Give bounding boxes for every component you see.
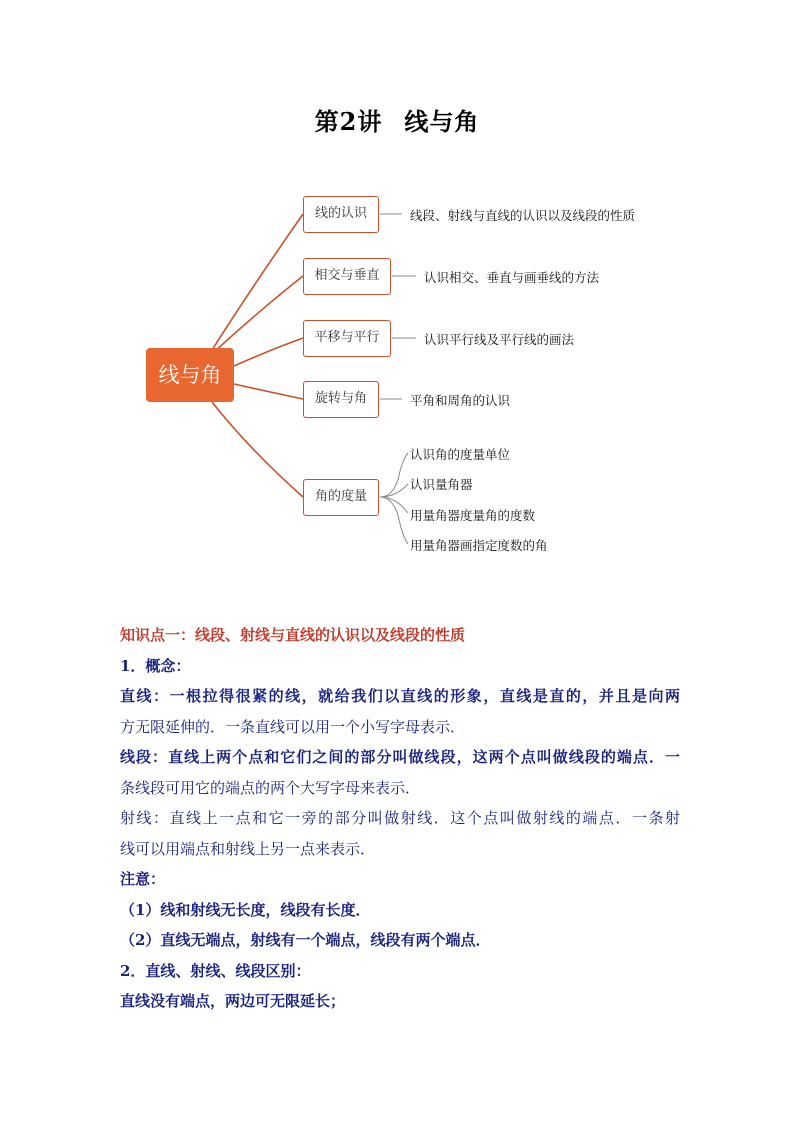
lecture-topic: 线与角 — [404, 107, 480, 136]
mindmap-root: 线与角 — [146, 348, 234, 402]
branch-intersect-perpendicular: 相交与垂直 — [303, 258, 391, 295]
note-label: 注意： — [120, 870, 166, 888]
note-2: （2）直线无端点，射线有一个端点，线段有两个端点． — [120, 931, 491, 949]
connector-root-b2 — [214, 276, 303, 352]
ray-definition-2: 线可以用端点和射线上另一点来表示． — [120, 839, 376, 858]
leaf-line-b5-2 — [380, 484, 408, 497]
concept-label: 1．概念： — [120, 656, 191, 675]
leaf-b1-1: 线段、射线与直线的认识以及线段的性质 — [410, 208, 636, 223]
connector-root-b1 — [212, 214, 303, 350]
leaf-line-b5-3 — [380, 497, 408, 513]
branch-line-recognition: 线的认识 — [303, 196, 379, 233]
line-definition-1: 直线：一根拉得很紧的线，就给我们以直线的形象，直线是直的，并且是向两 — [120, 687, 680, 705]
leaf-line-b5-1 — [380, 453, 408, 497]
branch-translation-parallel: 平移与平行 — [303, 320, 391, 357]
leaf-line-b5-4 — [380, 497, 408, 544]
ray-definition-1: 射线：直线上一点和它一旁的部分叫做射线．这个点叫做射线的端点．一条射 — [120, 809, 680, 827]
leaf-b2-1: 认识相交、垂直与画垂线的方法 — [424, 270, 600, 285]
segment-definition-2: 条线段可用它的端点的两个大写字母来表示． — [120, 778, 421, 797]
branch-angle-measure: 角的度量 — [303, 479, 379, 516]
line-definition-2: 方无限延伸的．一条直线可以用一个小写字母表示． — [120, 717, 466, 736]
leaf-b3-1: 认识平行线及平行线的画法 — [424, 332, 575, 347]
connector-root-b4 — [234, 384, 303, 399]
connector-root-b5 — [212, 402, 303, 497]
lecture-number: 第2讲 — [314, 107, 383, 136]
leaf-b5-1: 认识角的度量单位 — [410, 447, 511, 462]
leaf-b4-1: 平角和周角的认识 — [410, 393, 511, 408]
knowledge-heading: 知识点一：线段、射线与直线的认识以及线段的性质 — [120, 626, 466, 644]
branch-rotation-angle: 旋转与角 — [303, 381, 379, 418]
difference-1: 直线没有端点，两边可无限延长； — [120, 992, 346, 1010]
leaf-b5-2: 认识量角器 — [410, 477, 473, 492]
connector-root-b3 — [234, 338, 303, 366]
knowledge-content — [120, 620, 680, 1017]
segment-definition-1: 线段：直线上两个点和它们之间的部分叫做线段，这两个点叫做线段的端点．一 — [120, 748, 680, 766]
leaf-b5-3: 用量角器度量角的度数 — [410, 508, 536, 523]
difference-label: 2．直线、射线、线段区别： — [120, 961, 311, 980]
note-1: （1）线和射线无长度，线段有长度． — [120, 900, 371, 919]
leaf-b5-4: 用量角器画指定度数的角 — [410, 538, 548, 553]
